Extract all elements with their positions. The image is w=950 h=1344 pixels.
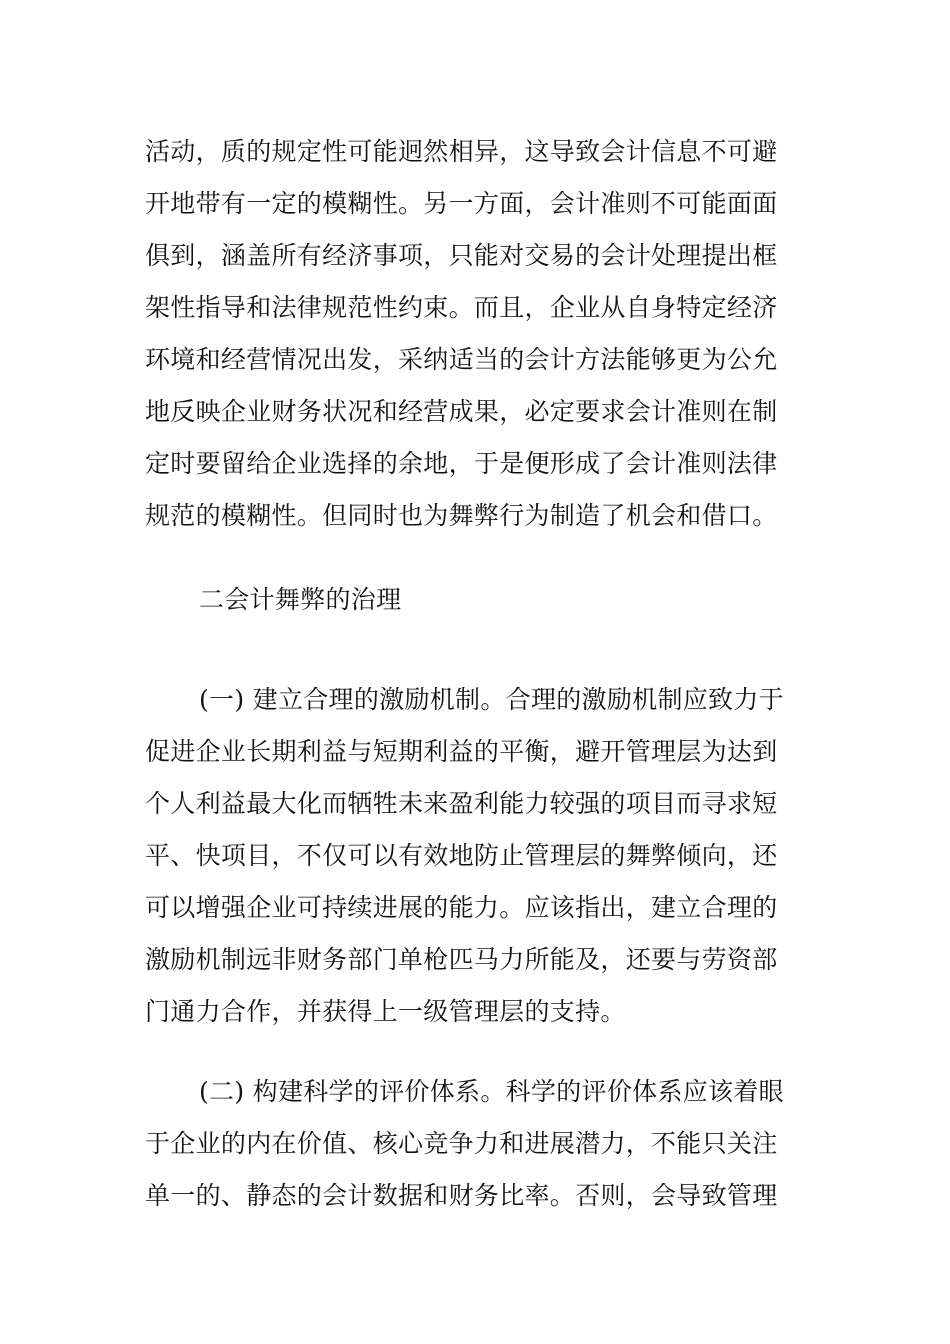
text-line: 规范的模糊性。但同时也为舞弊行为制造了机会和借口。 bbox=[145, 501, 778, 530]
section-heading-block bbox=[145, 574, 815, 626]
text-line: 架性指导和法律规范性约束。而且，企业从自身特定经济 bbox=[145, 293, 778, 322]
paragraph-incentive-mechanism bbox=[145, 674, 815, 1038]
paragraph-evaluation-system bbox=[145, 1066, 815, 1222]
text-line: 定时要留给企业选择的余地，于是便形成了会计准则法律 bbox=[145, 449, 778, 478]
text-line: 于企业的内在价值、核心竞争力和进展潜力，不能只关注 bbox=[145, 1129, 778, 1158]
text-line: 激励机制远非财务部门单枪匹马力所能及，还要与劳资部 bbox=[145, 945, 778, 974]
text-line: 门通力合作，并获得上一级管理层的支持。 bbox=[145, 997, 626, 1026]
text-line: 活动，质的规定性可能迥然相异，这导致会计信息不可避 bbox=[145, 137, 778, 166]
text-line: 地反映企业财务状况和经营成果，必定要求会计准则在制 bbox=[145, 397, 778, 426]
text-line: (一) 建立合理的激励机制。合理的激励机制应致力于 bbox=[199, 685, 784, 714]
text-line: 可以增强企业可持续进展的能力。应该指出，建立合理的 bbox=[145, 893, 778, 922]
section-heading: 二会计舞弊的治理 bbox=[199, 585, 402, 614]
text-line: 俱到，涵盖所有经济事项，只能对交易的会计处理提出框 bbox=[145, 241, 778, 270]
text-line: 平、快项目，不仅可以有效地防止管理层的舞弊倾向，还 bbox=[145, 841, 778, 870]
text-line: 单一的、静态的会计数据和财务比率。否则，会导致管理 bbox=[145, 1181, 778, 1210]
paragraph-fraud-causes-continued bbox=[145, 126, 815, 542]
text-line: 环境和经营情况出发，采纳适当的会计方法能够更为公允 bbox=[145, 345, 778, 374]
text-line: 促进企业长期利益与短期利益的平衡，避开管理层为达到 bbox=[145, 737, 778, 766]
text-line: (二) 构建科学的评价体系。科学的评价体系应该着眼 bbox=[199, 1077, 784, 1106]
text-line: 开地带有一定的模糊性。另一方面，会计准则不可能面面 bbox=[145, 189, 778, 218]
text-line: 个人利益最大化而牺牲未来盈利能力较强的项目而寻求短 bbox=[145, 789, 778, 818]
